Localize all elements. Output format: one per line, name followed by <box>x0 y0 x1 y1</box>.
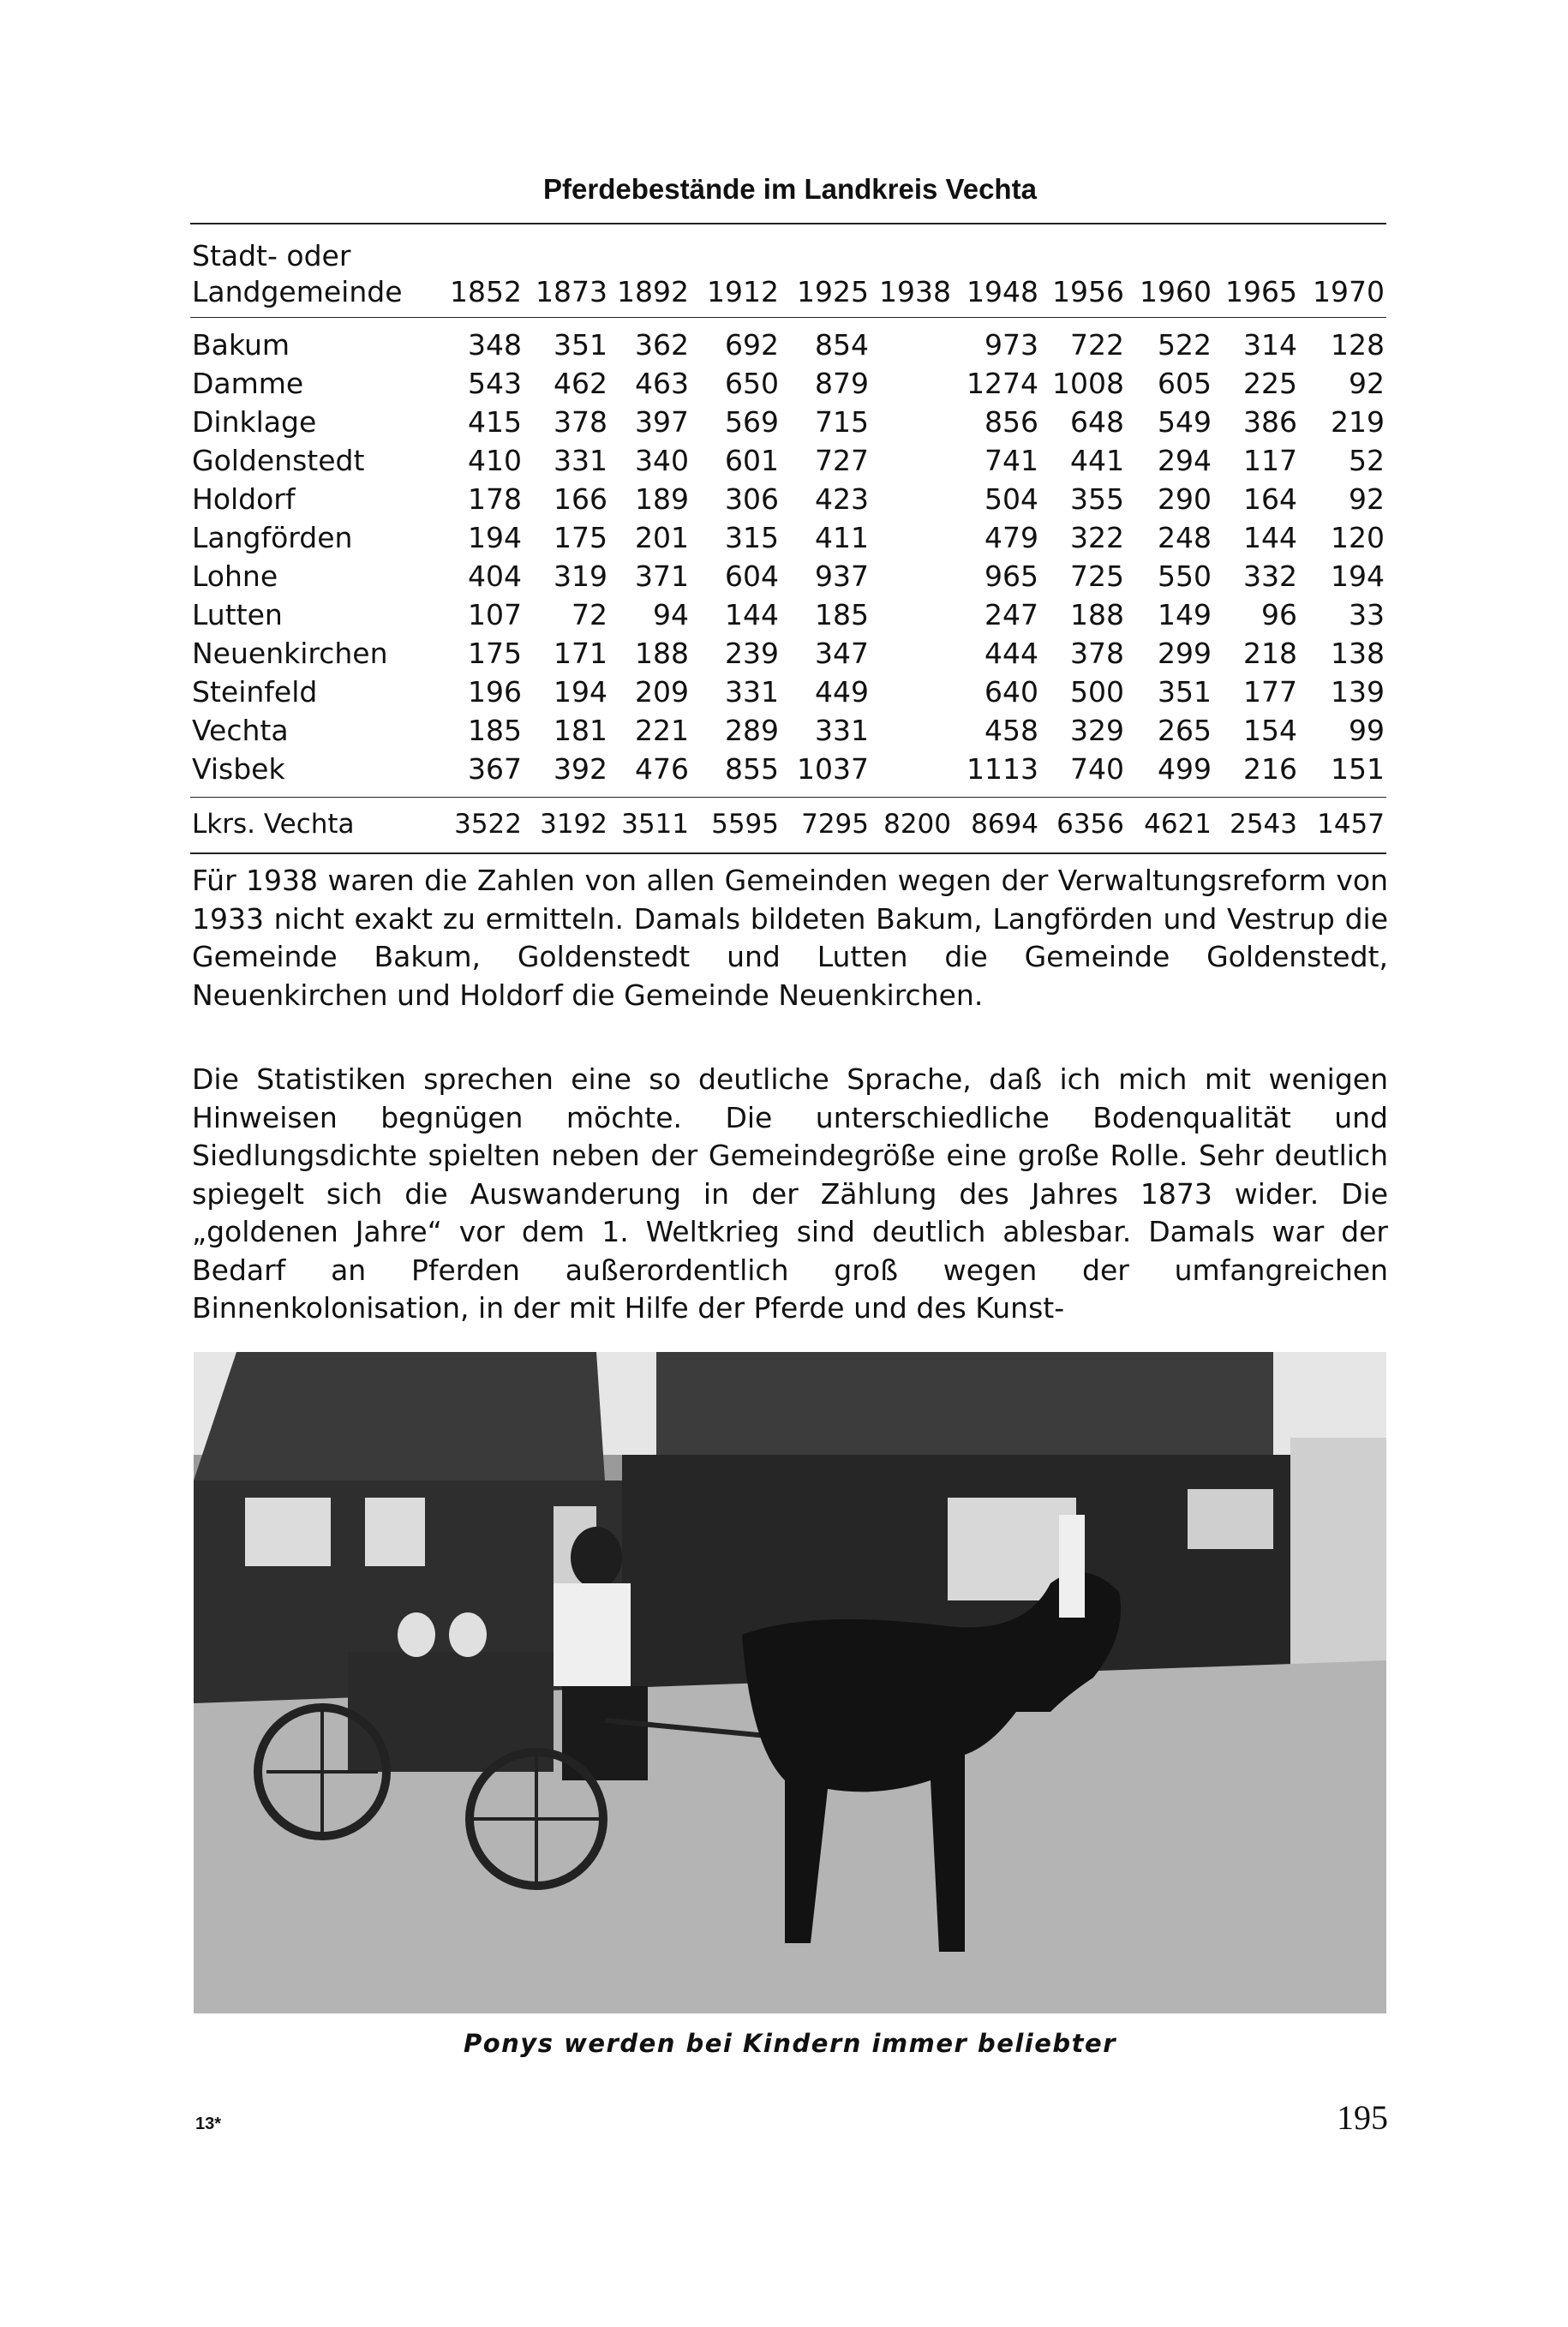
table-cell: 72 <box>572 598 607 631</box>
table-cell: 128 <box>1331 328 1385 362</box>
header-name-line1: Stadt- oder <box>192 239 351 272</box>
table-row <box>192 480 1388 518</box>
table-cell: 194 <box>468 521 522 554</box>
table-cell: 550 <box>1158 559 1212 593</box>
table-cell: 139 <box>1331 675 1385 709</box>
table-row <box>192 673 1388 711</box>
table-cell: 648 <box>1070 405 1124 439</box>
table-cell: 367 <box>468 752 522 786</box>
table-cell: 294 <box>1158 444 1212 477</box>
municipality-name: Dinklage <box>192 405 317 439</box>
table-cell: 386 <box>1243 405 1297 439</box>
table-row <box>192 518 1388 557</box>
table-cell: 164 <box>1243 482 1297 516</box>
municipality-name: Steinfeld <box>192 675 318 709</box>
table-cell: 221 <box>635 714 689 747</box>
table-cell: 479 <box>984 521 1038 554</box>
table-cell: 1037 <box>797 752 869 786</box>
year-header: 1938 <box>879 275 951 308</box>
table-cell: 209 <box>635 675 689 709</box>
table-cell: 144 <box>1243 521 1297 554</box>
table-cell: 392 <box>554 752 607 786</box>
table-top-rule <box>190 223 1386 224</box>
table-cell: 965 <box>984 559 1038 593</box>
table-cell: 725 <box>1070 559 1124 593</box>
table-cell: 348 <box>468 328 522 362</box>
table-cell: 397 <box>635 405 689 439</box>
table-cell: 94 <box>653 598 689 631</box>
table-cell: 151 <box>1331 752 1385 786</box>
year-header: 1925 <box>797 275 869 308</box>
table-cell: 52 <box>1349 444 1385 477</box>
pony-cart-photo <box>194 1352 1386 2013</box>
table-cell: 149 <box>1158 598 1212 631</box>
table-cell: 973 <box>984 328 1038 362</box>
year-header: 1956 <box>1052 275 1124 308</box>
table-cell: 340 <box>635 444 689 477</box>
table-cell: 299 <box>1158 637 1212 670</box>
total-row-content <box>192 805 1388 844</box>
table-cell: 201 <box>635 521 689 554</box>
year-header: 1970 <box>1313 275 1385 308</box>
year-header: 1948 <box>967 275 1038 308</box>
table-row <box>192 403 1388 441</box>
year-header: 1852 <box>450 275 522 308</box>
year-header: 1960 <box>1140 275 1212 308</box>
table-cell: 727 <box>815 444 869 477</box>
table-cell: 463 <box>635 367 689 400</box>
table-cell: 171 <box>554 637 607 670</box>
table-cell: 99 <box>1349 714 1385 747</box>
table-cell: 314 <box>1243 328 1297 362</box>
table-cell: 444 <box>984 637 1038 670</box>
municipality-name: Holdorf <box>192 482 296 516</box>
table-row <box>192 441 1388 480</box>
table-cell: 740 <box>1070 752 1124 786</box>
table-cell: 8694 <box>971 809 1038 840</box>
table-body-rule <box>190 797 1386 798</box>
table-cell: 715 <box>815 405 869 439</box>
table-cell: 378 <box>554 405 607 439</box>
paragraph-2: Die Statistiken sprechen eine so deutliche Sprache, daß ich mich mit wenigen Hinweisen begnügen möchte. Die unterschiedliche Bodenqualität und Siedlungsdichte spielten neben der Gemeindegröße eine große Rolle. Sehr deutlich spiegelt sich die Auswanderung in der Zählung des Jahres 1873 wider. Die „goldenen Jahre“ vor dem 1. Weltkrieg sind deutlich ablesbar. Damals war der Bedarf an Pferden außerordentlich groß wegen der umfangreichen Binnenkolonisation, in der mit Hilfe der Pferde und des Kunst- <box>192 1062 1388 1325</box>
year-header: 1912 <box>707 275 779 308</box>
table-cell: 937 <box>815 559 869 593</box>
table-cell: 543 <box>468 367 522 400</box>
table-cell: 499 <box>1158 752 1212 786</box>
table-cell: 1457 <box>1317 809 1385 840</box>
table-cell: 225 <box>1243 367 1297 400</box>
table-cell: 96 <box>1261 598 1297 631</box>
table-cell: 185 <box>815 598 869 631</box>
table-cell: 423 <box>815 482 869 516</box>
table-cell: 219 <box>1331 405 1385 439</box>
table-cell: 120 <box>1331 521 1385 554</box>
table-cell: 604 <box>725 559 779 593</box>
table-cell: 248 <box>1158 521 1212 554</box>
table-cell: 741 <box>984 444 1038 477</box>
table-cell: 404 <box>468 559 522 593</box>
table-cell: 362 <box>635 328 689 362</box>
table-cell: 415 <box>468 405 522 439</box>
municipality-name: Goldenstedt <box>192 444 365 477</box>
table-cell: 107 <box>468 598 522 631</box>
table-cell: 371 <box>635 559 689 593</box>
table-cell: 355 <box>1070 482 1124 516</box>
printer-signature: 13* <box>195 2115 222 2133</box>
table-cell: 722 <box>1070 328 1124 362</box>
table-row <box>192 634 1388 673</box>
table-cell: 189 <box>635 482 689 516</box>
table-cell: 601 <box>725 444 779 477</box>
table-cell: 549 <box>1158 405 1212 439</box>
table-row <box>192 364 1388 403</box>
table-cell: 144 <box>725 598 779 631</box>
table-cell: 650 <box>725 367 779 400</box>
table-cell: 247 <box>984 598 1038 631</box>
table-cell: 92 <box>1349 482 1385 516</box>
table-cell: 6356 <box>1056 809 1124 840</box>
table-cell: 331 <box>725 675 779 709</box>
table-cell: 4621 <box>1144 809 1212 840</box>
table-cell: 315 <box>725 521 779 554</box>
table-cell: 449 <box>815 675 869 709</box>
table-cell: 216 <box>1243 752 1297 786</box>
table-cell: 855 <box>725 752 779 786</box>
table-cell: 605 <box>1158 367 1212 400</box>
table-cell: 1113 <box>967 752 1038 786</box>
table-cell: 5595 <box>711 809 779 840</box>
table-cell: 569 <box>725 405 779 439</box>
table-cell: 194 <box>1331 559 1385 593</box>
table-cell: 218 <box>1243 637 1297 670</box>
table-cell: 117 <box>1243 444 1297 477</box>
table-cell: 2543 <box>1230 809 1297 840</box>
table-cell: 476 <box>635 752 689 786</box>
table-cell: 7295 <box>801 809 869 840</box>
table-cell: 196 <box>468 675 522 709</box>
table-cell: 239 <box>725 637 779 670</box>
year-header: 1873 <box>536 275 607 308</box>
table-cell: 178 <box>468 482 522 516</box>
table-header-row <box>192 272 1388 311</box>
table-cell: 8200 <box>883 809 951 840</box>
table-cell: 331 <box>815 714 869 747</box>
table-cell: 3522 <box>454 809 522 840</box>
municipality-name: Damme <box>192 367 304 400</box>
table-cell: 33 <box>1349 598 1385 631</box>
table-cell: 319 <box>554 559 607 593</box>
table-cell: 410 <box>468 444 522 477</box>
table-bottom-rule <box>190 852 1386 854</box>
table-cell: 188 <box>635 637 689 670</box>
table-cell: 504 <box>984 482 1038 516</box>
table-cell: 332 <box>1243 559 1297 593</box>
table-cell: 351 <box>1158 675 1212 709</box>
table-cell: 522 <box>1158 328 1212 362</box>
table-cell: 347 <box>815 637 869 670</box>
table-cell: 175 <box>468 637 522 670</box>
table-cell: 322 <box>1070 521 1124 554</box>
table-row <box>192 711 1388 750</box>
page-number: 195 <box>1337 2098 1388 2137</box>
header-name-line2: Landgemeinde <box>192 275 403 308</box>
year-header: 1965 <box>1225 275 1297 308</box>
municipality-name: Visbek <box>192 752 285 786</box>
table-cell: 640 <box>984 675 1038 709</box>
table-cell: 1274 <box>967 367 1038 400</box>
municipality-name: Vechta <box>192 714 289 747</box>
table-cell: 329 <box>1070 714 1124 747</box>
table-cell: 331 <box>554 444 607 477</box>
table-header-rule <box>190 317 1386 318</box>
table-row <box>192 595 1388 634</box>
table-cell: 177 <box>1243 675 1297 709</box>
table-cell: 306 <box>725 482 779 516</box>
table-cell: 856 <box>984 405 1038 439</box>
table-cell: 3511 <box>621 809 689 840</box>
table-cell: 92 <box>1349 367 1385 400</box>
table-cell: 166 <box>554 482 607 516</box>
table-cell: 458 <box>984 714 1038 747</box>
table-cell: 138 <box>1331 637 1385 670</box>
table-cell: 185 <box>468 714 522 747</box>
table-cell: 692 <box>725 328 779 362</box>
table-title: Pferdebestände im Landkreis Vechta <box>543 173 1037 205</box>
municipality-name: Langförden <box>192 521 353 554</box>
table-cell: 290 <box>1158 482 1212 516</box>
table-cell: 181 <box>554 714 607 747</box>
table-body <box>192 326 1388 788</box>
year-header: 1892 <box>617 275 689 308</box>
table-cell: 879 <box>815 367 869 400</box>
table-cell: 378 <box>1070 637 1124 670</box>
photo-caption: Ponys werden bei Kindern immer beliebter <box>463 2029 1117 2058</box>
table-cell: 265 <box>1158 714 1212 747</box>
table-cell: 441 <box>1070 444 1124 477</box>
table-cell: 351 <box>554 328 607 362</box>
municipality-name: Lohne <box>192 559 278 593</box>
table-cell: 500 <box>1070 675 1124 709</box>
table-cell: 175 <box>554 521 607 554</box>
table-cell: 1008 <box>1052 367 1124 400</box>
district-total-label: Lkrs. Vechta <box>192 809 355 840</box>
table-cell: 462 <box>554 367 607 400</box>
table-cell: 188 <box>1070 598 1124 631</box>
table-cell: 854 <box>815 328 869 362</box>
municipality-name: Bakum <box>192 328 290 362</box>
municipality-name: Neuenkirchen <box>192 637 388 670</box>
paragraph-1: Für 1938 waren die Zahlen von allen Gemeinden wegen der Verwaltungsreform von 1933 nicht exakt zu ermitteln. Damals bildeten Bakum, Langförden und Vestrup die Gemeinde Bakum, Goldenstedt und Lutten die Gemeinde Goldenstedt, Neuenkirchen und Holdorf die Gemeinde Neuenkirchen. <box>192 864 1388 1012</box>
table-cell: 154 <box>1243 714 1297 747</box>
table-total-row <box>192 805 1388 844</box>
municipality-name: Lutten <box>192 598 283 631</box>
table-cell: 194 <box>554 675 607 709</box>
table-row <box>192 750 1388 788</box>
table-row <box>192 326 1388 364</box>
table-cell: 3192 <box>540 809 607 840</box>
table-row <box>192 557 1388 595</box>
table-cell: 411 <box>815 521 869 554</box>
table-cell: 289 <box>725 714 779 747</box>
